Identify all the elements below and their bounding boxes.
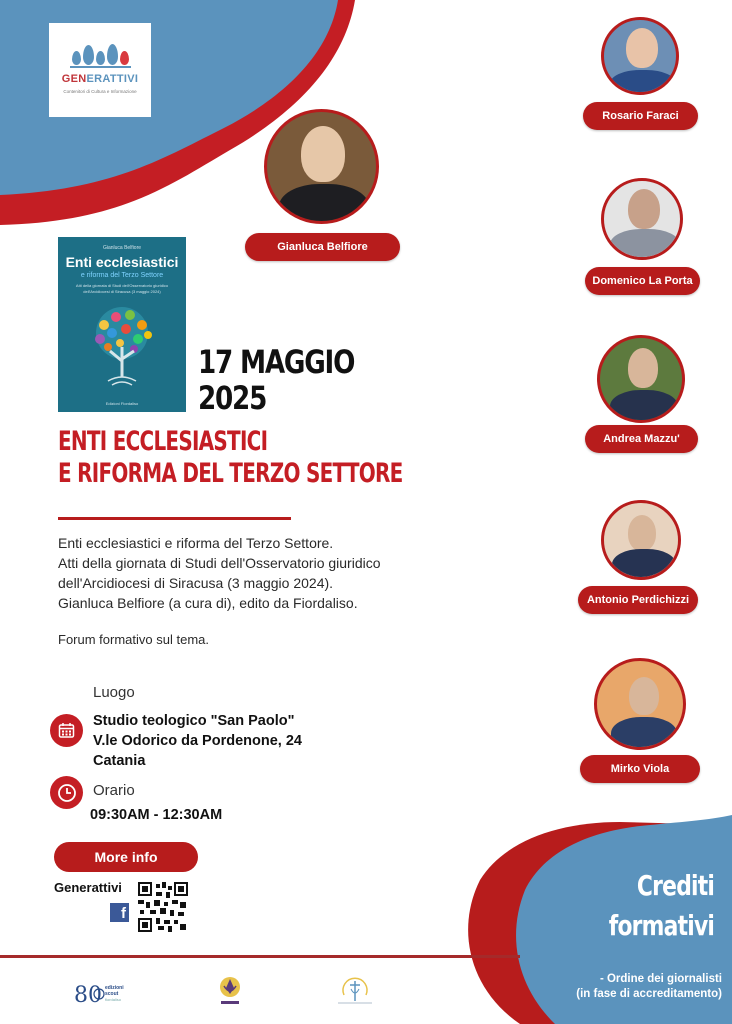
schedule-label: Orario (93, 782, 135, 799)
svg-text:scout: scout (105, 991, 119, 997)
schedule-time: 09:30AM - 12:30AM (90, 807, 223, 823)
logo-wordmark (62, 73, 138, 85)
clock-icon (50, 776, 83, 809)
date-line-2: 2025 (198, 379, 267, 417)
logo-subtitle: Contenitori di Cultura e Informazione (63, 89, 137, 94)
description-line: dell'Arcidiocesi di Siracusa (3 maggio 2024). (58, 575, 334, 591)
tree-of-hands-icon (80, 303, 164, 395)
speaker-name: Mirko Viola (610, 763, 670, 775)
speaker-name: Andrea Mazzu' (603, 433, 680, 445)
credits-title-line-1: Crediti (636, 869, 714, 902)
credits-title (609, 866, 714, 946)
speaker-name-pill (585, 425, 698, 453)
headline-divider (58, 517, 291, 520)
speaker-name: Domenico La Porta (592, 275, 693, 287)
sponsor-logo-edizioni-scout (74, 980, 126, 1008)
svg-text:fiordaliso: fiordaliso (105, 997, 122, 1002)
credits-sub-line-2: (in fase di accreditamento) (576, 988, 722, 1000)
social-label: Generattivi (54, 880, 122, 895)
curator-portrait (264, 109, 379, 224)
venue-street: V.le Odorico da Pordenone, 24 (93, 733, 302, 749)
book-description: Atti della giornata di Studi dell'Osservatorio giuridico dell'Arcidiocesi di Siracusa (3 maggio 2024) (75, 283, 169, 294)
description-line: Enti ecclesiastici e riforma del Terzo Settore. (58, 535, 334, 551)
facebook-icon[interactable] (110, 903, 129, 922)
book-subtitle: e riforma del Terzo Settore (80, 272, 164, 279)
credits-title-line-2: formativi (608, 909, 714, 942)
date-line-1: 17 MAGGIO (198, 343, 355, 381)
headline-line-2: E RIFORMA DEL TERZO SETTORE (58, 458, 403, 489)
book-publisher: Edizioni Fiordaliso (105, 401, 139, 406)
speaker-name-pill (580, 755, 700, 783)
forum-note: Forum formativo sul tema. (58, 632, 209, 647)
speaker-name: Antonio Perdichizzi (586, 594, 690, 606)
svg-text:edizioni: edizioni (105, 985, 124, 991)
location-label: Luogo (93, 684, 135, 701)
curator-name: Gianluca Belfiore (277, 241, 368, 253)
logo-gen: GEN (61, 73, 87, 85)
speaker-name-pill (578, 586, 698, 614)
event-headline (58, 426, 403, 490)
speaker-portrait (597, 335, 685, 423)
footer-divider (0, 955, 520, 958)
sponsor-logo-diocese (334, 975, 376, 1007)
more-info-label: More info (94, 849, 158, 865)
sponsor-80: 80 (74, 983, 102, 1008)
description-line: Atti della giornata di Studi dell'Osservatorio giuridico (58, 555, 381, 571)
speaker-name-pill (583, 102, 698, 130)
trees-icon (70, 46, 131, 68)
venue-name: Studio teologico "San Paolo" (93, 713, 295, 729)
venue-address (93, 711, 302, 771)
facebook-glyph: f (121, 905, 126, 922)
credits-sub-line-1: - Ordine dei giornalisti (599, 973, 722, 985)
curator-name-pill (245, 233, 400, 261)
sponsor-logo-scout-sicilia (218, 976, 242, 1006)
description-line: Gianluca Belfiore (a cura di), edito da Fiordaliso. (58, 595, 358, 611)
qr-code[interactable] (138, 882, 188, 932)
speaker-portrait (601, 500, 681, 580)
calendar-icon (50, 714, 83, 747)
event-description (58, 533, 381, 613)
speaker-portrait (594, 658, 686, 750)
book-title: Enti ecclesiastici (65, 254, 179, 270)
credits-subtitle (576, 972, 722, 1002)
book-author: Gianluca Belfiore (102, 245, 142, 251)
book-cover (58, 237, 186, 412)
headline-line-1: ENTI ECCLESIASTICI (58, 426, 268, 457)
speaker-portrait (601, 178, 683, 260)
logo-rest: ERATTIVI (86, 73, 139, 85)
speaker-portrait (601, 17, 679, 95)
more-info-button[interactable] (54, 842, 198, 872)
speaker-name: Rosario Faraci (602, 110, 679, 122)
generattivi-logo (49, 23, 151, 117)
event-date (198, 344, 354, 416)
speaker-name-pill (585, 267, 700, 295)
venue-city: Catania (93, 753, 146, 769)
